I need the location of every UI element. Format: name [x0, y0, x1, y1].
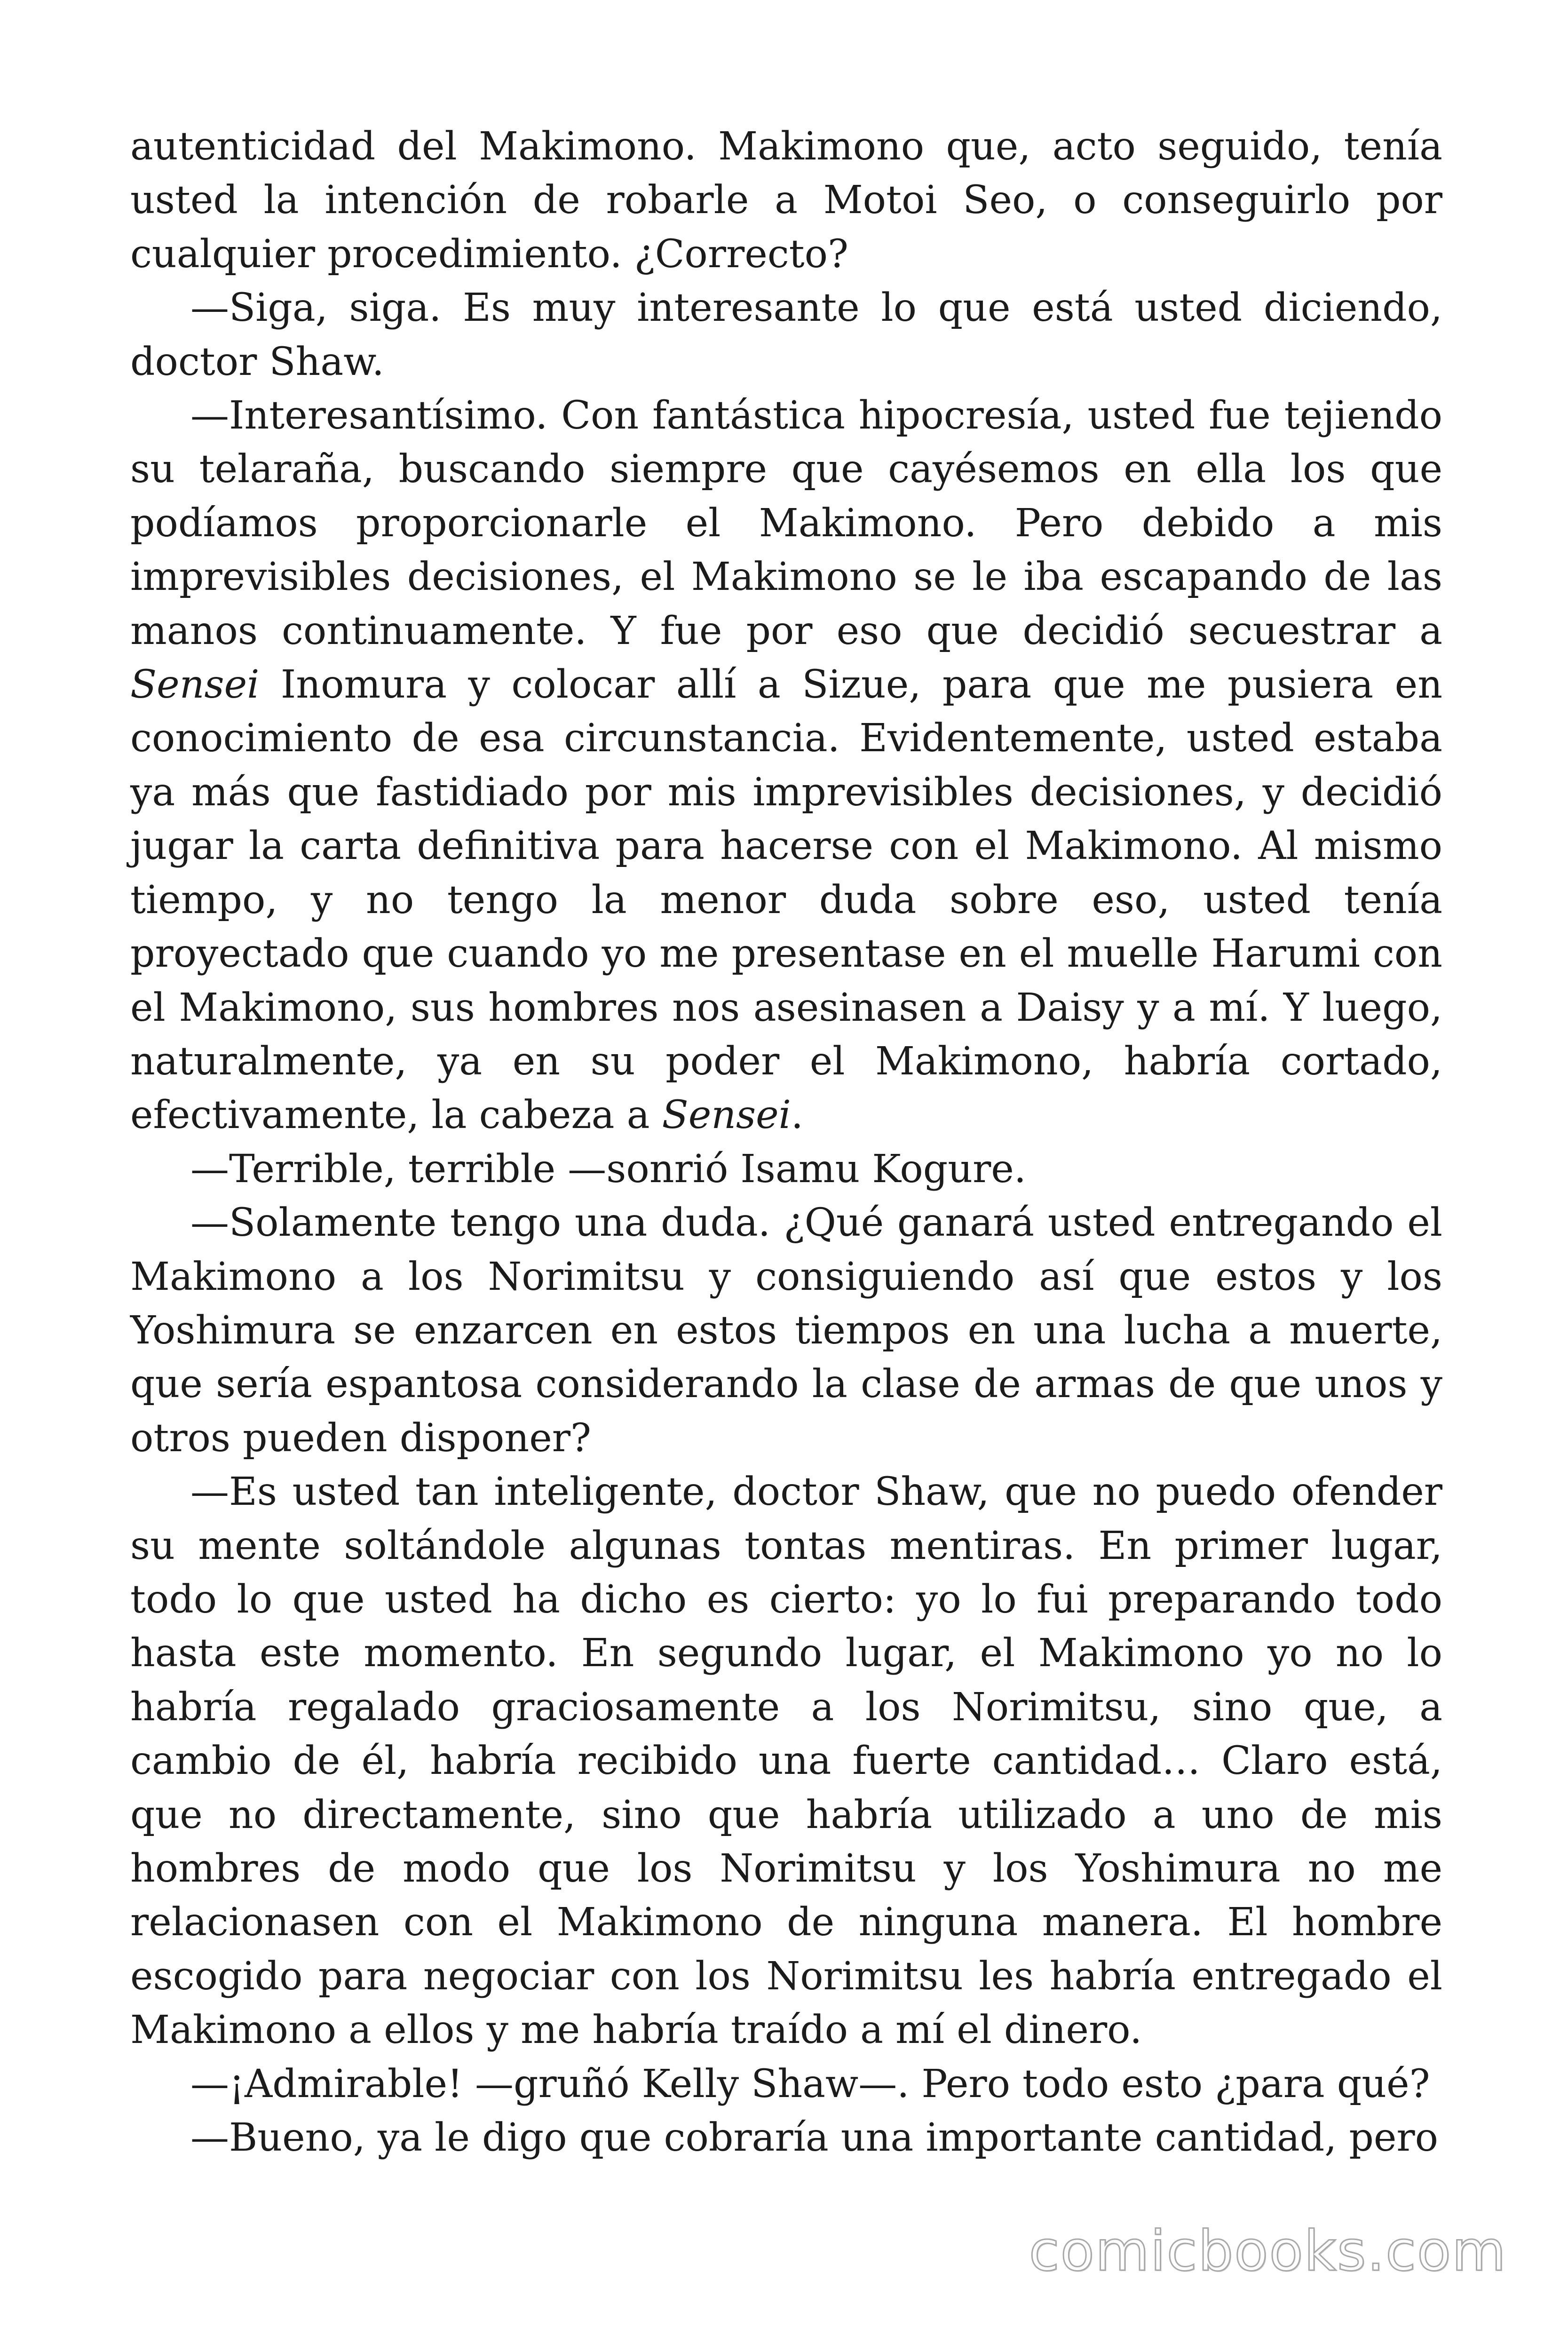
paragraph [130, 1143, 1442, 1196]
paragraph [130, 1196, 1442, 1465]
paragraph [130, 120, 1442, 281]
watermark-logo: comicbooks.com [1029, 2218, 1507, 2283]
paragraph-text: . [791, 1093, 803, 1138]
paragraph [130, 389, 1442, 1143]
paragraph-text: —Terrible, terrible —sonrió Isamu Kogure. [190, 1146, 1026, 1192]
italic-text: Sensei [130, 662, 260, 707]
italic-text: Sensei [662, 1093, 791, 1138]
paragraph-text: —Es usted tan inteligente, doctor Shaw, que no puedo ofender su mente soltándole algunas tontas mentiras. En primer lugar, todo lo que usted ha dicho es cierto: yo lo fui preparando todo hasta este momento. En segundo lugar, el Makimono yo no lo habría regalado graciosamente a los Norimitsu, sino que, a cambio de él, habría recibido una fuerte cantidad… Claro está, que no directamente, sino que habría utilizado a uno de mis hombres de modo que los Norimitsu y los Yoshimura no me relacionasen con el Makimono de ninguna manera. El hombre escogido para negociar con los Norimitsu les habría entregado el Makimono a ellos y me habría traído a mí el dinero. [130, 1470, 1442, 2053]
paragraph [130, 281, 1442, 389]
paragraph-text: —Solamente tengo una duda. ¿Qué ganará usted entregando el Makimono a los Norimitsu y consiguiendo así que estos y los Yoshimura se enzarcen en estos tiempos en una lucha a muerte, que sería espantosa considerando la clase de armas de que unos y otros pueden disponer? [130, 1200, 1442, 1461]
paragraph [130, 1465, 1442, 2057]
paragraph-text: autenticidad del Makimono. Makimono que, acto seguido, tenía usted la intención de robarle a Motoi Seo, o conseguirlo por cualquier procedimiento. ¿Correcto? [130, 124, 1442, 277]
paragraph-text: —Interesantísimo. Con fantástica hipocresía, usted fue tejiendo su telaraña, buscando siempre que cayésemos en ella los que podíamos proporcionarle el Makimono. Pero debido a mis imprevisibles decisiones, el Makimono se le iba escapando de las manos continuamente. Y fue por eso que decidió secuestrar a [130, 393, 1442, 653]
paragraph [130, 2058, 1442, 2111]
paragraph-text: —¡Admirable! —gruñó Kelly Shaw—. Pero todo esto ¿para qué? [190, 2061, 1430, 2106]
paragraph-text: Inomura y colocar allí a Sizue, para que me pusiera en conocimiento de esa circunstancia. Evidentemente, usted estaba ya más que fastidiado por mis imprevisibles decisiones, y decidió jugar la carta definitiva para hacerse con el Makimono. Al mismo tiempo, y no tengo la menor duda sobre eso, usted tenía proyectado que cuando yo me presentase en el muelle Harumi con el Makimono, sus hombres nos asesinasen a Daisy y a mí. Y luego, naturalmente, ya en su poder el Makimono, habría cortado, efectivamente, la cabeza a [130, 662, 1442, 1138]
paragraph-text: —Bueno, ya le digo que cobraría una importante cantidad, pero [190, 2115, 1438, 2161]
paragraph [130, 2111, 1442, 2165]
paragraph-text: —Siga, siga. Es muy interesante lo que está usted diciendo, doctor Shaw. [130, 286, 1442, 384]
page-body [130, 120, 1442, 2165]
